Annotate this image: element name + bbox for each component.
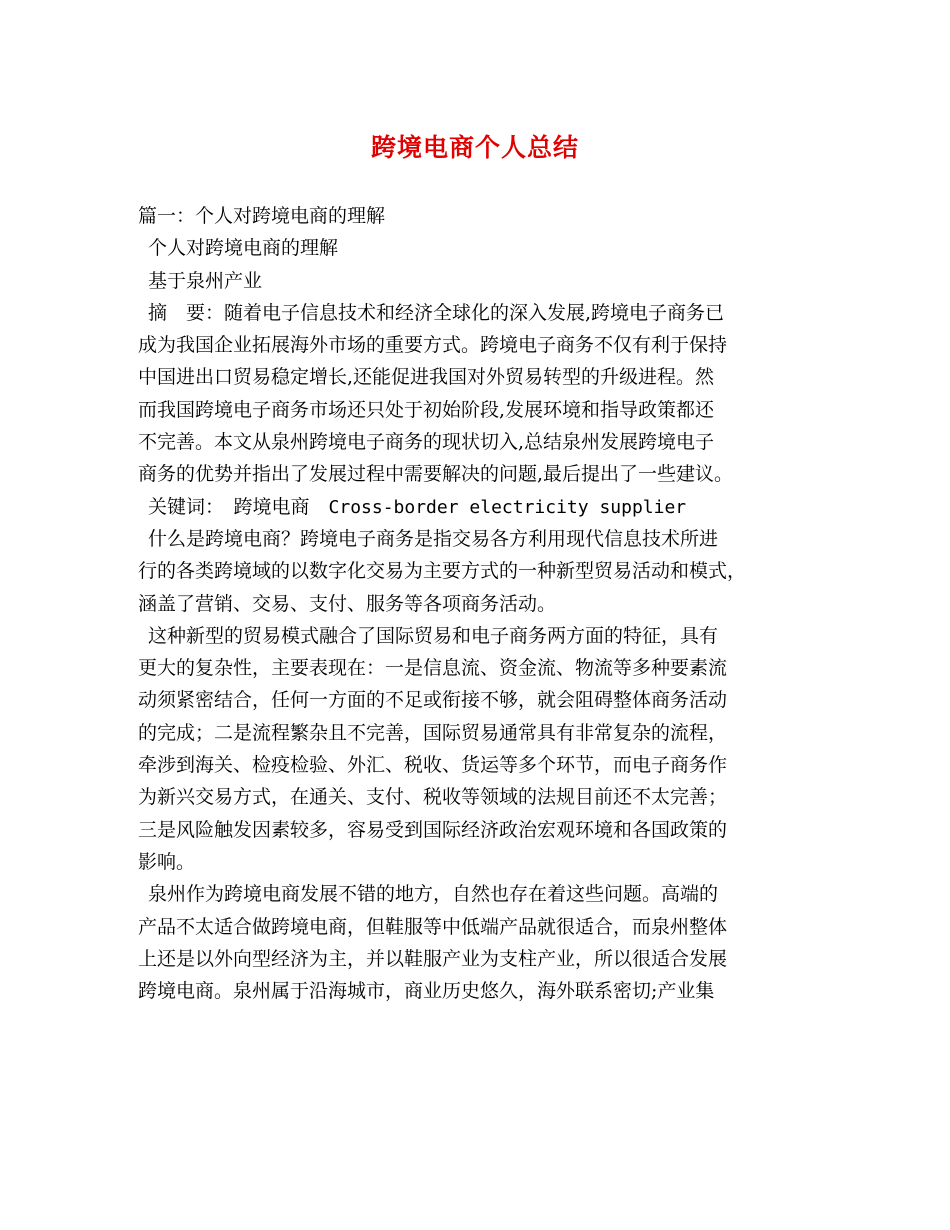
text-line: 中国进出口贸易稳定增长,还能促进我国对外贸易转型的升级进程。然 (138, 366, 715, 389)
text-line: 而我国跨境电子商务市场还只处于初始阶段,发展环境和指导政策都还 (138, 398, 715, 421)
text-line: 摘 要：随着电子信息技术和经济全球化的深入发展,跨境电子商务已 (148, 301, 725, 324)
keywords-line (138, 491, 814, 523)
keywords-english: Cross-border electricity supplier (328, 496, 687, 518)
text-line: 泉州作为跨境电商发展不错的地方，自然也存在着这些问题。高端的 (148, 883, 719, 906)
text-line: 行的各类跨境域的以数字化交易为主要方式的一种新型贸易活动和模式， (138, 560, 747, 583)
paper-subtitle: 基于泉州产业 (148, 269, 263, 292)
text-line: 为新兴交易方式，在通关、支付、税收等领域的法规目前还不太完善； (138, 786, 728, 809)
document-title: 跨境电商个人总结 (370, 133, 579, 162)
text-line: 上还是以外向型经济为主，并以鞋服产业为支柱产业，所以很适合发展 (138, 947, 728, 970)
text-line: 动须紧密结合，任何一方面的不足或衔接不够，就会阻碍整体商务活动 (138, 689, 728, 712)
text-line: 产品不太适合做跨境电商，但鞋服等中低端产品就很适合，而泉州整体 (138, 915, 728, 938)
text-line: 商务的优势并指出了发展过程中需要解决的问题,最后提出了一些建议。 (138, 463, 734, 486)
text-line: 涵盖了营销、交易、支付、服务等各项商务活动。 (138, 592, 557, 615)
paper-title: 个人对跨境电商的理解 (148, 237, 339, 260)
document-body (138, 200, 814, 1007)
text-line: 更大的复杂性，主要表现在：一是信息流、资金流、物流等多种要素流 (138, 657, 728, 680)
text-line: 成为我国企业拓展海外市场的重要方式。跨境电子商务不仅有利于保持 (138, 334, 728, 357)
text-line: 跨境电商。泉州属于沿海城市，商业历史悠久，海外联系密切;产业集 (138, 980, 715, 1003)
text-line: 不完善。本文从泉州跨境电子商务的现状切入,总结泉州发展跨境电子 (138, 431, 715, 454)
text-line: 什么是跨境电商？跨境电子商务是指交易各方利用现代信息技术所进 (148, 527, 719, 550)
text-line: 三是风险触发因素较多，容易受到国际经济政治宏观环境和各国政策的 (138, 818, 728, 841)
section-heading: 篇一：个人对跨境电商的理解 (138, 205, 386, 227)
text-line: 影响。 (138, 850, 196, 873)
text-line: 的完成；二是流程繁杂且不完善，国际贸易通常具有非常复杂的流程， (138, 721, 728, 744)
text-line: 这种新型的贸易模式融合了国际贸易和电子商务两方面的特征，具有 (148, 624, 719, 647)
text-line: 牵涉到海关、检疫检验、外汇、税收、货运等多个环节，而电子商务作 (138, 754, 728, 777)
keywords-label: 关键词： 跨境电商 (148, 495, 329, 518)
